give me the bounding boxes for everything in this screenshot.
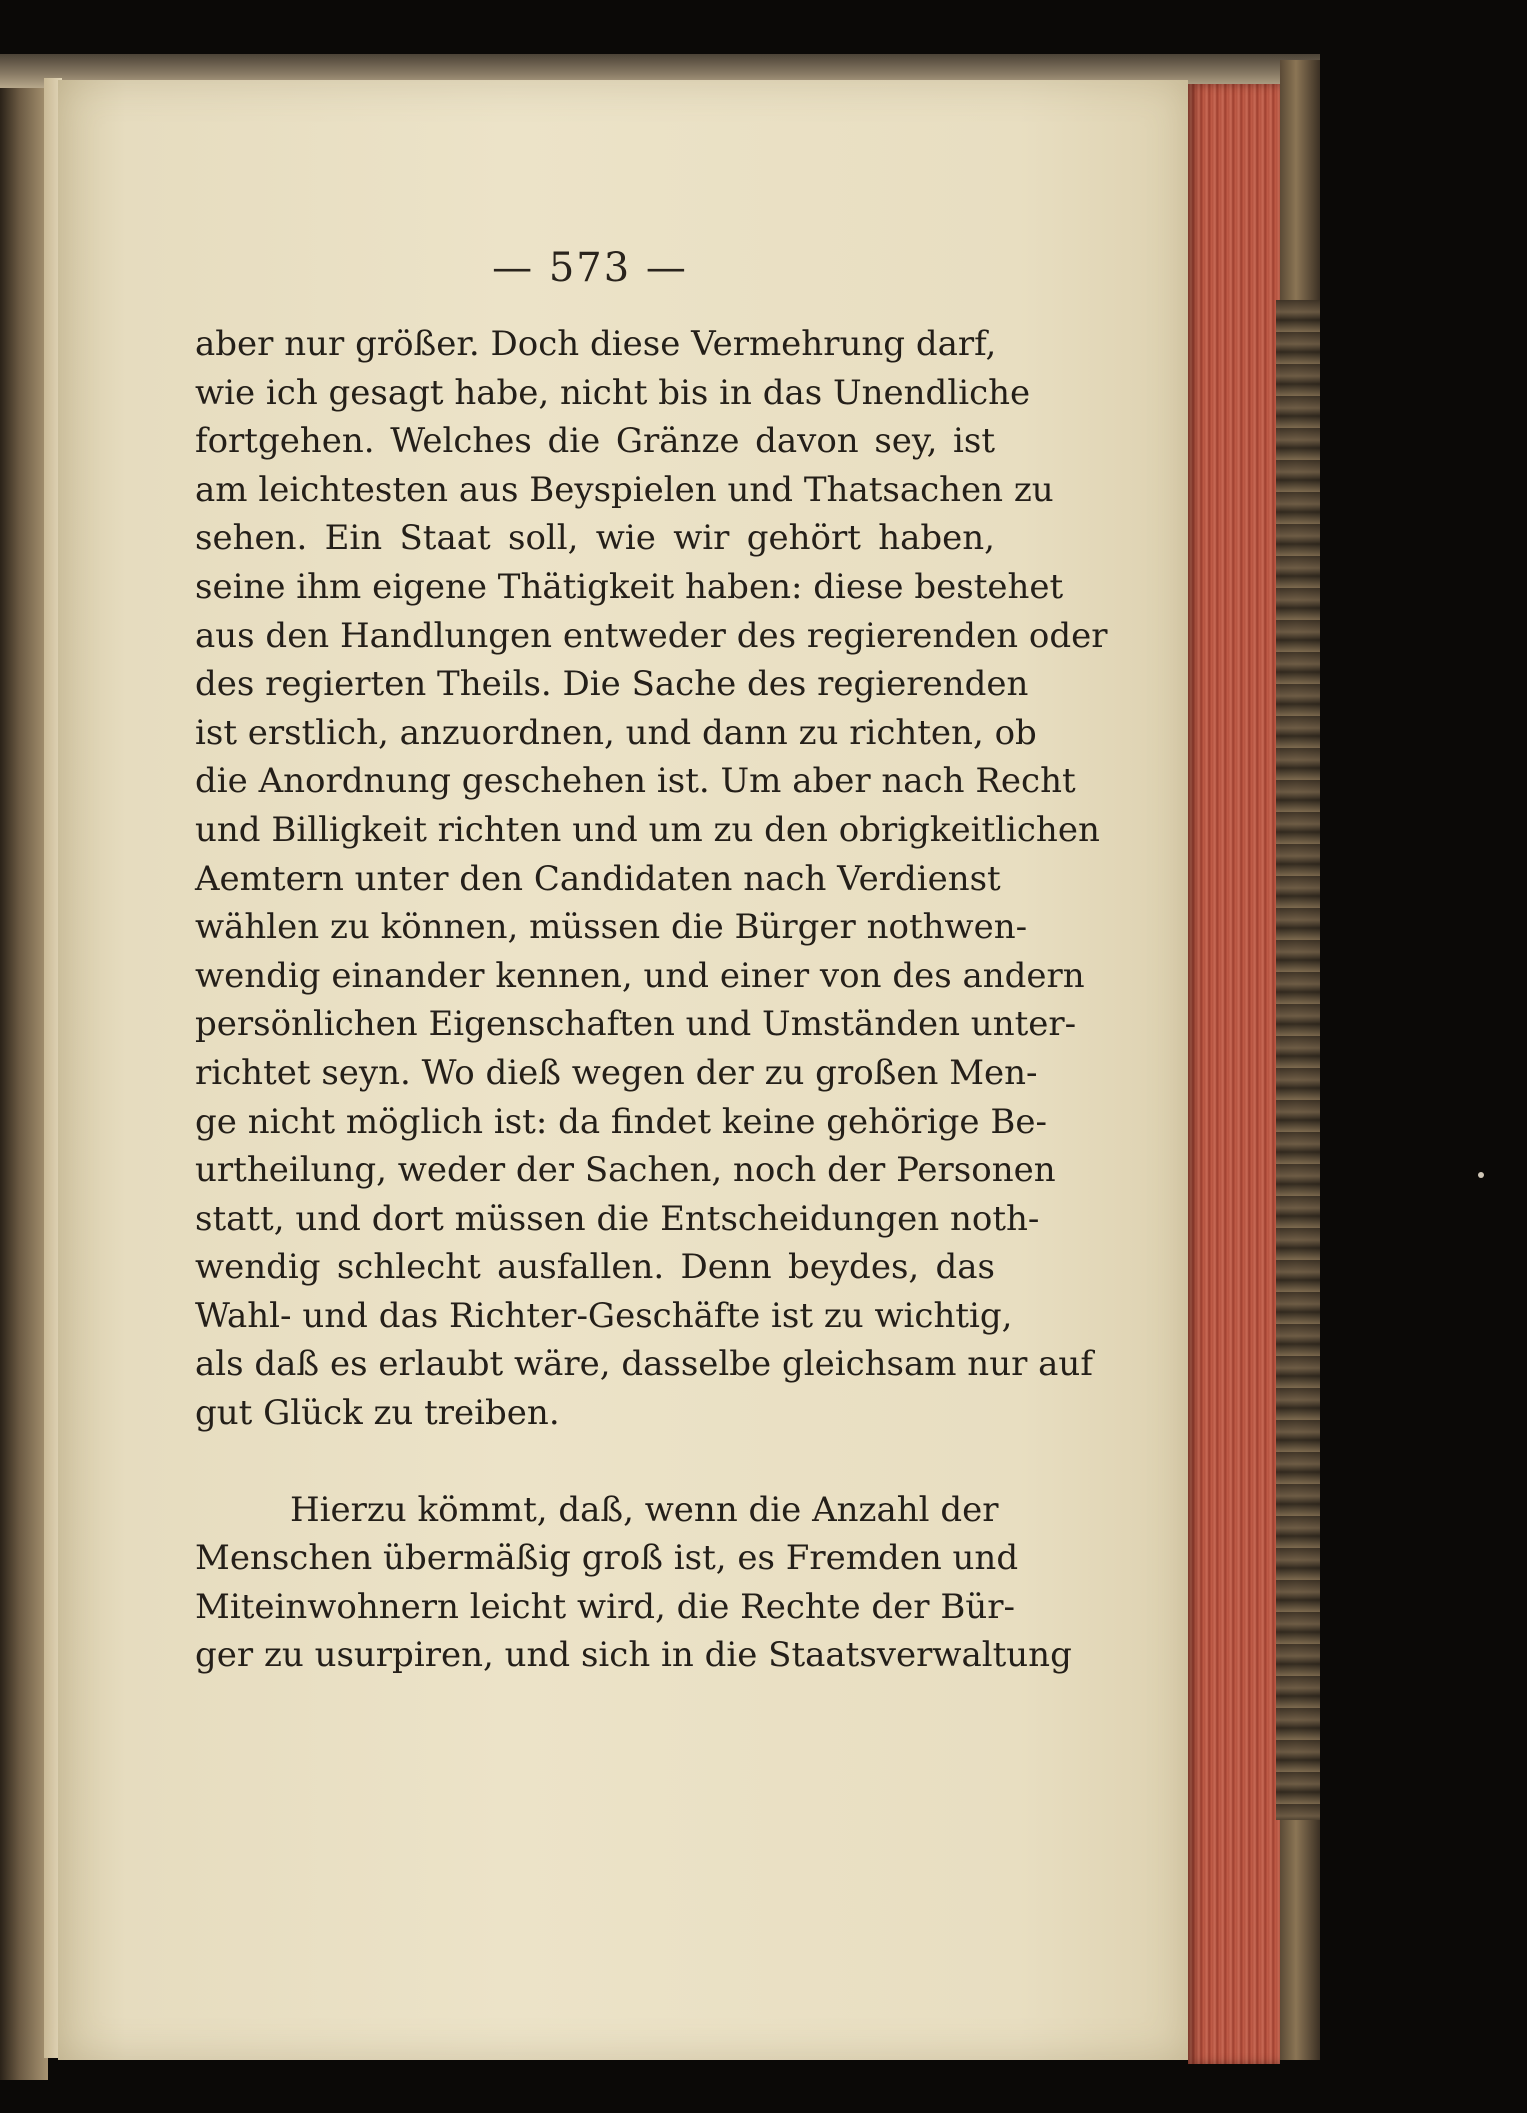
paragraph-2 [195,1486,1072,1680]
text-line: Menschen übermäßig groß ist, es Fremden und [195,1538,1019,1579]
text-line: seine ihm eigene Thätigkeit haben: diese bestehet [195,566,1064,607]
text-line: wendig schlecht ausfallen. Denn beydes, das [195,1247,995,1288]
text-line: wie ich gesagt habe, nicht bis in das Unendliche [195,372,1031,413]
text-line: und Billigkeit richten und um zu den obrigkeitlichen [195,809,1100,850]
text-line: aus den Handlungen entweder des regierenden oder [195,615,1108,656]
text-line: als daß es erlaubt wäre, dasselbe gleichsam nur auf [195,1344,1093,1385]
text-line: Aemtern unter den Candidaten nach Verdienst [195,858,1001,899]
book-cover-left [0,60,48,2080]
page-text [195,320,1108,1680]
dust-speck [1478,1172,1484,1178]
text-line: die Anordnung geschehen ist. Um aber nach Recht [195,761,1076,802]
text-line: am leichtesten aus Beyspielen und Thatsachen zu [195,469,1054,510]
text-line: ger zu usurpiren, und sich in die Staatsverwaltung [195,1635,1072,1676]
text-line: Miteinwohnern leicht wird, die Rechte der Bür- [195,1586,1015,1627]
text-line: urtheilung, weder der Sachen, noch der Personen [195,1150,1056,1191]
text-line: fortgehen. Welches die Gränze davon sey, ist [195,421,995,462]
text-line: persönlichen Eigenschaften und Umständen unter- [195,1004,1077,1045]
text-line: sehen. Ein Staat soll, wie wir gehört haben, [195,518,995,559]
text-line: ge nicht möglich ist: da findet keine gehörige Be- [195,1101,1047,1142]
text-line: wählen zu können, müssen die Bürger nothwen- [195,907,1028,948]
text-line: wendig einander kennen, und einer von des andern [195,955,1085,996]
text-line: Hierzu kömmt, daß, wenn die Anzahl der [290,1489,999,1530]
paragraph-1 [195,320,1108,1438]
text-line: richtet seyn. Wo dieß wegen der zu großen Men- [195,1052,1038,1093]
text-line: aber nur größer. Doch diese Vermehrung darf, [195,324,997,364]
page-number: — 573 — [492,245,688,291]
text-line: Wahl- und das Richter-Geschäfte ist zu wichtig, [195,1295,1013,1336]
text-line: gut Glück zu treiben. [195,1393,560,1434]
text-line: statt, und dort müssen die Entscheidungen noth- [195,1198,1040,1239]
book-cover-right-texture [1276,300,1320,1820]
text-line: ist erstlich, anzuordnen, und dann zu richten, ob [195,712,1037,753]
page-fore-edge [1188,84,1280,2064]
text-line: des regierten Theils. Die Sache des regierenden [195,664,1029,705]
